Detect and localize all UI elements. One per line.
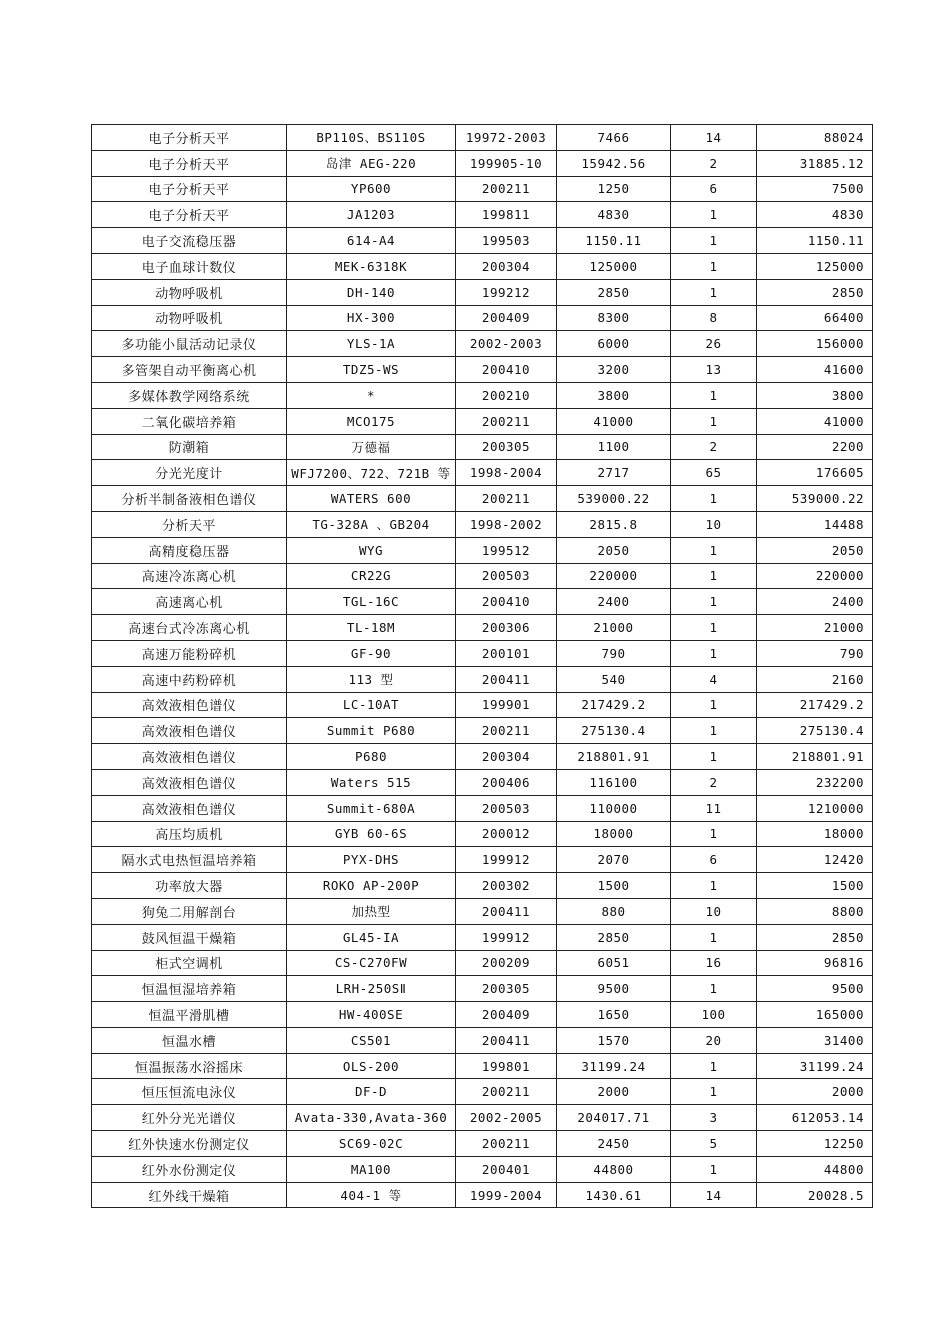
purchase-date-cell: 199811: [456, 202, 557, 228]
equipment-name-cell: 电子血球计数仪: [92, 253, 287, 279]
model-cell: Summit P680: [287, 718, 456, 744]
table-row: [92, 1105, 873, 1131]
equipment-name-cell: 恒温振荡水浴摇床: [92, 1053, 287, 1079]
equipment-name-cell: 高效液相色谱仪: [92, 795, 287, 821]
model-cell: 404-1 等: [287, 1182, 456, 1208]
unit-price-cell: 31199.24: [557, 1053, 671, 1079]
total-amount-cell: 4830: [757, 202, 873, 228]
purchase-date-cell: 200406: [456, 769, 557, 795]
purchase-date-cell: 200304: [456, 744, 557, 770]
quantity-cell: 13: [671, 357, 757, 383]
table-row: [92, 976, 873, 1002]
equipment-name-cell: 分析天平: [92, 511, 287, 537]
unit-price-cell: 1100: [557, 434, 671, 460]
unit-price-cell: 2815.8: [557, 511, 671, 537]
equipment-name-cell: 分光光度计: [92, 460, 287, 486]
purchase-date-cell: 1998-2004: [456, 460, 557, 486]
model-cell: TL-18M: [287, 615, 456, 641]
total-amount-cell: 31885.12: [757, 150, 873, 176]
equipment-name-cell: 电子分析天平: [92, 176, 287, 202]
equipment-name-cell: 多功能小鼠活动记录仪: [92, 331, 287, 357]
equipment-name-cell: 高速台式冷冻离心机: [92, 615, 287, 641]
unit-price-cell: 217429.2: [557, 692, 671, 718]
quantity-cell: 16: [671, 950, 757, 976]
model-cell: SC69-02C: [287, 1131, 456, 1157]
purchase-date-cell: 200101: [456, 640, 557, 666]
model-cell: OLS-200: [287, 1053, 456, 1079]
equipment-name-cell: 红外线干燥箱: [92, 1182, 287, 1208]
purchase-date-cell: 200411: [456, 666, 557, 692]
unit-price-cell: 41000: [557, 408, 671, 434]
total-amount-cell: 41600: [757, 357, 873, 383]
table-row: [92, 408, 873, 434]
equipment-name-cell: 恒压恒流电泳仪: [92, 1079, 287, 1105]
quantity-cell: 1: [671, 744, 757, 770]
purchase-date-cell: 200211: [456, 486, 557, 512]
quantity-cell: 1: [671, 279, 757, 305]
total-amount-cell: 539000.22: [757, 486, 873, 512]
unit-price-cell: 275130.4: [557, 718, 671, 744]
quantity-cell: 3: [671, 1105, 757, 1131]
purchase-date-cell: 200305: [456, 976, 557, 1002]
total-amount-cell: 7500: [757, 176, 873, 202]
total-amount-cell: 2400: [757, 589, 873, 615]
unit-price-cell: 1500: [557, 873, 671, 899]
equipment-name-cell: 恒温水槽: [92, 1027, 287, 1053]
table-row: [92, 795, 873, 821]
model-cell: 113 型: [287, 666, 456, 692]
model-cell: MEK-6318K: [287, 253, 456, 279]
model-cell: DH-140: [287, 279, 456, 305]
equipment-name-cell: 恒温平滑肌槽: [92, 1002, 287, 1028]
total-amount-cell: 156000: [757, 331, 873, 357]
quantity-cell: 10: [671, 511, 757, 537]
total-amount-cell: 2050: [757, 537, 873, 563]
table-row: [92, 228, 873, 254]
model-cell: CR22G: [287, 563, 456, 589]
purchase-date-cell: 199912: [456, 924, 557, 950]
model-cell: *: [287, 382, 456, 408]
model-cell: PYX-DHS: [287, 847, 456, 873]
unit-price-cell: 1430.61: [557, 1182, 671, 1208]
table-row: [92, 847, 873, 873]
purchase-date-cell: 19972-2003: [456, 125, 557, 151]
total-amount-cell: 218801.91: [757, 744, 873, 770]
table-row: [92, 279, 873, 305]
equipment-name-cell: 高精度稳压器: [92, 537, 287, 563]
model-cell: LRH-250SⅡ: [287, 976, 456, 1002]
table-row: [92, 666, 873, 692]
purchase-date-cell: 199512: [456, 537, 557, 563]
table-row: [92, 1156, 873, 1182]
purchase-date-cell: 199212: [456, 279, 557, 305]
total-amount-cell: 3800: [757, 382, 873, 408]
total-amount-cell: 66400: [757, 305, 873, 331]
model-cell: GF-90: [287, 640, 456, 666]
total-amount-cell: 12420: [757, 847, 873, 873]
purchase-date-cell: 1998-2002: [456, 511, 557, 537]
total-amount-cell: 44800: [757, 1156, 873, 1182]
table-row: [92, 357, 873, 383]
table-row: [92, 950, 873, 976]
quantity-cell: 1: [671, 692, 757, 718]
table-row: [92, 769, 873, 795]
model-cell: GL45-IA: [287, 924, 456, 950]
model-cell: MA100: [287, 1156, 456, 1182]
unit-price-cell: 18000: [557, 821, 671, 847]
unit-price-cell: 2070: [557, 847, 671, 873]
model-cell: DF-D: [287, 1079, 456, 1105]
quantity-cell: 1: [671, 202, 757, 228]
equipment-name-cell: 柜式空调机: [92, 950, 287, 976]
unit-price-cell: 539000.22: [557, 486, 671, 512]
quantity-cell: 1: [671, 253, 757, 279]
purchase-date-cell: 200410: [456, 357, 557, 383]
unit-price-cell: 15942.56: [557, 150, 671, 176]
unit-price-cell: 1250: [557, 176, 671, 202]
total-amount-cell: 2850: [757, 924, 873, 950]
table-row: [92, 125, 873, 151]
quantity-cell: 1: [671, 1079, 757, 1105]
purchase-date-cell: 200012: [456, 821, 557, 847]
unit-price-cell: 2850: [557, 924, 671, 950]
unit-price-cell: 44800: [557, 1156, 671, 1182]
total-amount-cell: 20028.5: [757, 1182, 873, 1208]
unit-price-cell: 204017.71: [557, 1105, 671, 1131]
total-amount-cell: 125000: [757, 253, 873, 279]
table-row: [92, 898, 873, 924]
equipment-name-cell: 防潮箱: [92, 434, 287, 460]
equipment-name-cell: 高效液相色谱仪: [92, 718, 287, 744]
total-amount-cell: 790: [757, 640, 873, 666]
equipment-name-cell: 鼓风恒温干燥箱: [92, 924, 287, 950]
unit-price-cell: 21000: [557, 615, 671, 641]
purchase-date-cell: 199905-10: [456, 150, 557, 176]
table-row: [92, 460, 873, 486]
table-row: [92, 924, 873, 950]
unit-price-cell: 2050: [557, 537, 671, 563]
purchase-date-cell: 200306: [456, 615, 557, 641]
equipment-name-cell: 电子分析天平: [92, 125, 287, 151]
purchase-date-cell: 199503: [456, 228, 557, 254]
quantity-cell: 1: [671, 589, 757, 615]
total-amount-cell: 18000: [757, 821, 873, 847]
unit-price-cell: 880: [557, 898, 671, 924]
quantity-cell: 26: [671, 331, 757, 357]
table-row: [92, 331, 873, 357]
model-cell: CS501: [287, 1027, 456, 1053]
table-row: [92, 821, 873, 847]
unit-price-cell: 2000: [557, 1079, 671, 1105]
unit-price-cell: 110000: [557, 795, 671, 821]
purchase-date-cell: 2002-2005: [456, 1105, 557, 1131]
table-row: [92, 1027, 873, 1053]
purchase-date-cell: 200411: [456, 1027, 557, 1053]
purchase-date-cell: 200211: [456, 1079, 557, 1105]
purchase-date-cell: 199912: [456, 847, 557, 873]
unit-price-cell: 1150.11: [557, 228, 671, 254]
model-cell: Waters 515: [287, 769, 456, 795]
table-row: [92, 486, 873, 512]
equipment-name-cell: 多管架自动平衡离心机: [92, 357, 287, 383]
equipment-name-cell: 高速冷冻离心机: [92, 563, 287, 589]
equipment-name-cell: 红外分光光谱仪: [92, 1105, 287, 1131]
unit-price-cell: 220000: [557, 563, 671, 589]
total-amount-cell: 21000: [757, 615, 873, 641]
model-cell: WATERS 600: [287, 486, 456, 512]
unit-price-cell: 2400: [557, 589, 671, 615]
purchase-date-cell: 200210: [456, 382, 557, 408]
equipment-name-cell: 电子分析天平: [92, 202, 287, 228]
quantity-cell: 8: [671, 305, 757, 331]
equipment-name-cell: 高效液相色谱仪: [92, 692, 287, 718]
unit-price-cell: 3800: [557, 382, 671, 408]
total-amount-cell: 1210000: [757, 795, 873, 821]
quantity-cell: 65: [671, 460, 757, 486]
total-amount-cell: 176605: [757, 460, 873, 486]
quantity-cell: 1: [671, 976, 757, 1002]
unit-price-cell: 2717: [557, 460, 671, 486]
table-row: [92, 744, 873, 770]
total-amount-cell: 31400: [757, 1027, 873, 1053]
purchase-date-cell: 200209: [456, 950, 557, 976]
unit-price-cell: 3200: [557, 357, 671, 383]
quantity-cell: 1: [671, 537, 757, 563]
unit-price-cell: 8300: [557, 305, 671, 331]
table-row: [92, 589, 873, 615]
table-row: [92, 1182, 873, 1208]
purchase-date-cell: 200409: [456, 1002, 557, 1028]
unit-price-cell: 1650: [557, 1002, 671, 1028]
total-amount-cell: 220000: [757, 563, 873, 589]
purchase-date-cell: 200411: [456, 898, 557, 924]
model-cell: GYB 60-6S: [287, 821, 456, 847]
purchase-date-cell: 200211: [456, 408, 557, 434]
equipment-table: [91, 124, 873, 1208]
quantity-cell: 1: [671, 382, 757, 408]
purchase-date-cell: 200305: [456, 434, 557, 460]
table-row: [92, 1079, 873, 1105]
purchase-date-cell: 1999-2004: [456, 1182, 557, 1208]
table-row: [92, 176, 873, 202]
equipment-name-cell: 狗兔二用解剖台: [92, 898, 287, 924]
equipment-name-cell: 高压均质机: [92, 821, 287, 847]
total-amount-cell: 612053.14: [757, 1105, 873, 1131]
model-cell: BP110S、BS110S: [287, 125, 456, 151]
equipment-name-cell: 电子交流稳压器: [92, 228, 287, 254]
model-cell: LC-10AT: [287, 692, 456, 718]
unit-price-cell: 116100: [557, 769, 671, 795]
equipment-name-cell: 隔水式电热恒温培养箱: [92, 847, 287, 873]
unit-price-cell: 790: [557, 640, 671, 666]
quantity-cell: 1: [671, 1053, 757, 1079]
model-cell: HX-300: [287, 305, 456, 331]
total-amount-cell: 31199.24: [757, 1053, 873, 1079]
equipment-name-cell: 恒温恒湿培养箱: [92, 976, 287, 1002]
purchase-date-cell: 200503: [456, 563, 557, 589]
quantity-cell: 1: [671, 486, 757, 512]
quantity-cell: 1: [671, 408, 757, 434]
model-cell: TDZ5-WS: [287, 357, 456, 383]
model-cell: 614-A4: [287, 228, 456, 254]
table-row: [92, 640, 873, 666]
model-cell: WFJ7200、722、721B 等: [287, 460, 456, 486]
unit-price-cell: 6000: [557, 331, 671, 357]
quantity-cell: 1: [671, 563, 757, 589]
model-cell: MCO175: [287, 408, 456, 434]
equipment-name-cell: 红外快速水份测定仪: [92, 1131, 287, 1157]
quantity-cell: 11: [671, 795, 757, 821]
total-amount-cell: 88024: [757, 125, 873, 151]
purchase-date-cell: 200211: [456, 1131, 557, 1157]
model-cell: Summit-680A: [287, 795, 456, 821]
unit-price-cell: 125000: [557, 253, 671, 279]
quantity-cell: 20: [671, 1027, 757, 1053]
total-amount-cell: 217429.2: [757, 692, 873, 718]
total-amount-cell: 14488: [757, 511, 873, 537]
equipment-name-cell: 功率放大器: [92, 873, 287, 899]
total-amount-cell: 9500: [757, 976, 873, 1002]
model-cell: YLS-1A: [287, 331, 456, 357]
quantity-cell: 5: [671, 1131, 757, 1157]
quantity-cell: 1: [671, 924, 757, 950]
model-cell: TGL-16C: [287, 589, 456, 615]
purchase-date-cell: 199801: [456, 1053, 557, 1079]
quantity-cell: 1: [671, 873, 757, 899]
quantity-cell: 2: [671, 769, 757, 795]
quantity-cell: 2: [671, 434, 757, 460]
total-amount-cell: 96816: [757, 950, 873, 976]
model-cell: 加热型: [287, 898, 456, 924]
total-amount-cell: 2000: [757, 1079, 873, 1105]
equipment-name-cell: 二氧化碳培养箱: [92, 408, 287, 434]
quantity-cell: 1: [671, 1156, 757, 1182]
table-row: [92, 150, 873, 176]
equipment-name-cell: 动物呼吸机: [92, 279, 287, 305]
purchase-date-cell: 199901: [456, 692, 557, 718]
table-row: [92, 692, 873, 718]
equipment-name-cell: 分析半制备液相色谱仪: [92, 486, 287, 512]
unit-price-cell: 4830: [557, 202, 671, 228]
total-amount-cell: 165000: [757, 1002, 873, 1028]
equipment-name-cell: 高速离心机: [92, 589, 287, 615]
unit-price-cell: 9500: [557, 976, 671, 1002]
unit-price-cell: 2850: [557, 279, 671, 305]
quantity-cell: 4: [671, 666, 757, 692]
quantity-cell: 10: [671, 898, 757, 924]
equipment-name-cell: 电子分析天平: [92, 150, 287, 176]
model-cell: P680: [287, 744, 456, 770]
total-amount-cell: 275130.4: [757, 718, 873, 744]
purchase-date-cell: 200211: [456, 718, 557, 744]
unit-price-cell: 1570: [557, 1027, 671, 1053]
table-row: [92, 382, 873, 408]
equipment-name-cell: 高效液相色谱仪: [92, 744, 287, 770]
table-row: [92, 305, 873, 331]
purchase-date-cell: 200503: [456, 795, 557, 821]
table-row: [92, 537, 873, 563]
model-cell: CS-C270FW: [287, 950, 456, 976]
model-cell: JA1203: [287, 202, 456, 228]
total-amount-cell: 2160: [757, 666, 873, 692]
quantity-cell: 14: [671, 125, 757, 151]
table-row: [92, 253, 873, 279]
purchase-date-cell: 2002-2003: [456, 331, 557, 357]
total-amount-cell: 1500: [757, 873, 873, 899]
model-cell: WYG: [287, 537, 456, 563]
purchase-date-cell: 200401: [456, 1156, 557, 1182]
model-cell: 万德福: [287, 434, 456, 460]
model-cell: Avata-330,Avata-360: [287, 1105, 456, 1131]
purchase-date-cell: 200304: [456, 253, 557, 279]
table-row: [92, 1131, 873, 1157]
table-row: [92, 202, 873, 228]
model-cell: ROKO AP-200P: [287, 873, 456, 899]
table-row: [92, 1053, 873, 1079]
total-amount-cell: 1150.11: [757, 228, 873, 254]
table-body: [92, 125, 873, 1208]
total-amount-cell: 41000: [757, 408, 873, 434]
total-amount-cell: 2850: [757, 279, 873, 305]
unit-price-cell: 7466: [557, 125, 671, 151]
quantity-cell: 100: [671, 1002, 757, 1028]
equipment-name-cell: 动物呼吸机: [92, 305, 287, 331]
model-cell: 岛津 AEG-220: [287, 150, 456, 176]
equipment-name-cell: 高速万能粉碎机: [92, 640, 287, 666]
table-row: [92, 718, 873, 744]
model-cell: YP600: [287, 176, 456, 202]
table-row: [92, 1002, 873, 1028]
quantity-cell: 1: [671, 228, 757, 254]
total-amount-cell: 12250: [757, 1131, 873, 1157]
purchase-date-cell: 200409: [456, 305, 557, 331]
unit-price-cell: 540: [557, 666, 671, 692]
quantity-cell: 6: [671, 847, 757, 873]
equipment-name-cell: 高速中药粉碎机: [92, 666, 287, 692]
quantity-cell: 1: [671, 718, 757, 744]
total-amount-cell: 8800: [757, 898, 873, 924]
purchase-date-cell: 200302: [456, 873, 557, 899]
model-cell: TG-328A 、GB204: [287, 511, 456, 537]
table-row: [92, 563, 873, 589]
quantity-cell: 6: [671, 176, 757, 202]
quantity-cell: 2: [671, 150, 757, 176]
purchase-date-cell: 200410: [456, 589, 557, 615]
unit-price-cell: 2450: [557, 1131, 671, 1157]
table-row: [92, 615, 873, 641]
table-row: [92, 511, 873, 537]
model-cell: HW-400SE: [287, 1002, 456, 1028]
equipment-name-cell: 多媒体教学网络系统: [92, 382, 287, 408]
total-amount-cell: 232200: [757, 769, 873, 795]
quantity-cell: 14: [671, 1182, 757, 1208]
total-amount-cell: 2200: [757, 434, 873, 460]
table-row: [92, 434, 873, 460]
quantity-cell: 1: [671, 640, 757, 666]
equipment-name-cell: 高效液相色谱仪: [92, 769, 287, 795]
purchase-date-cell: 200211: [456, 176, 557, 202]
table-row: [92, 873, 873, 899]
unit-price-cell: 6051: [557, 950, 671, 976]
quantity-cell: 1: [671, 821, 757, 847]
equipment-name-cell: 红外水份测定仪: [92, 1156, 287, 1182]
unit-price-cell: 218801.91: [557, 744, 671, 770]
quantity-cell: 1: [671, 615, 757, 641]
